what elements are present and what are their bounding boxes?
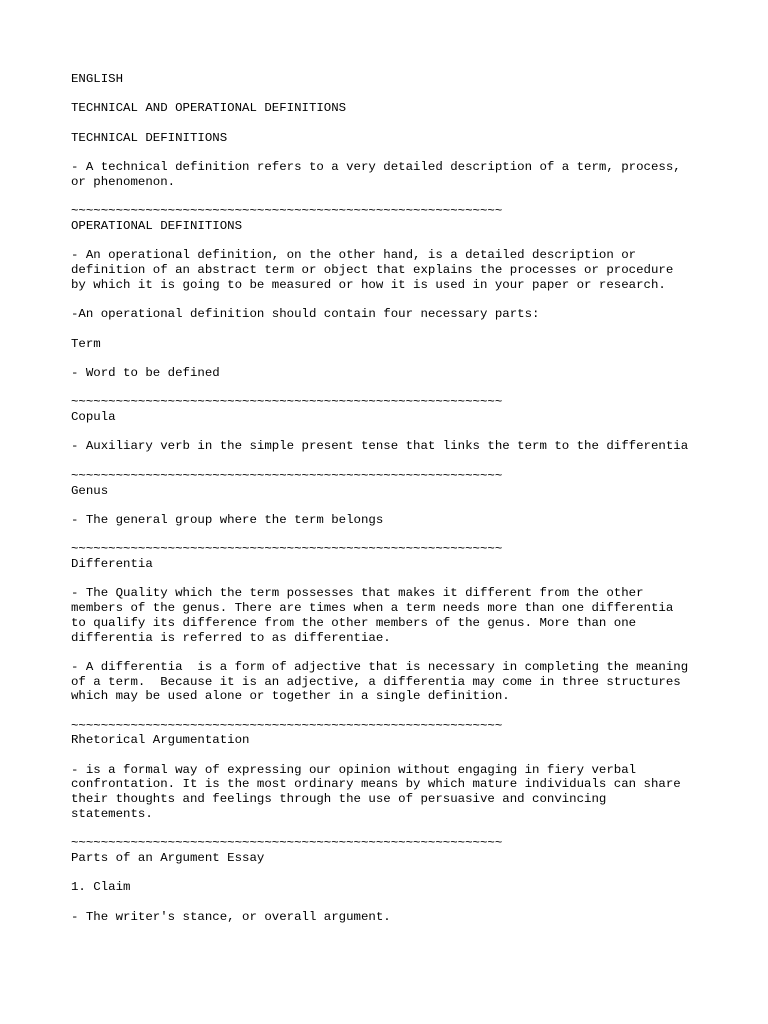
differentia-adjective-text: - A differentia is a form of adjective that is necessary in completing the meaning of a term. Because it is an adjective, a differentia may come in three structures which may be used alone or together in a single definition. — [71, 659, 689, 704]
document-title: TECHNICAL AND OPERATIONAL DEFINITIONS — [71, 101, 347, 116]
technical-text: - A technical definition refers to a very detailed description of a term, process, or phenomenon. — [71, 160, 681, 189]
technical-heading: TECHNICAL DEFINITIONS — [71, 130, 228, 145]
document-body — [71, 72, 731, 924]
copula-text: - Auxiliary verb in the simple present tense that links the term to the differentia — [71, 439, 689, 454]
separator: ~~~~~~~~~~~~~~~~~~~~~~~~~~~~~~~~~~~~~~~~~~~~~~~~~~~~~~~~~~ — [71, 718, 503, 733]
separator: ~~~~~~~~~~~~~~~~~~~~~~~~~~~~~~~~~~~~~~~~~~~~~~~~~~~~~~~~~~ — [71, 468, 503, 483]
rhetorical-text: - is a formal way of expressing our opinion without engaging in fiery verbal confrontation. It is the most ordinary means by which mature individuals can share their thoughts and feelings through the use of persuasive and convincing statements. — [71, 762, 681, 821]
claim-item: 1. Claim — [71, 880, 131, 895]
genus-text: - The general group where the term belongs — [71, 512, 384, 527]
differentia-heading: Differentia — [71, 557, 153, 571]
separator: ~~~~~~~~~~~~~~~~~~~~~~~~~~~~~~~~~~~~~~~~~~~~~~~~~~~~~~~~~~ — [71, 542, 503, 557]
separator: ~~~~~~~~~~~~~~~~~~~~~~~~~~~~~~~~~~~~~~~~~~~~~~~~~~~~~~~~~~ — [71, 395, 503, 410]
operational-heading: OPERATIONAL DEFINITIONS — [71, 218, 243, 233]
genus-heading: Genus — [71, 483, 109, 498]
separator: ~~~~~~~~~~~~~~~~~~~~~~~~~~~~~~~~~~~~~~~~~~~~~~~~~~~~~~~~~~ — [71, 836, 503, 851]
operational-parts-intro: -An operational definition should contain four necessary parts: — [71, 307, 540, 322]
term-heading: Term — [71, 336, 101, 351]
term-text: - Word to be defined — [71, 365, 220, 380]
parts-heading: Parts of an Argument Essay — [71, 850, 265, 865]
copula-heading: Copula — [71, 410, 116, 425]
separator: ~~~~~~~~~~~~~~~~~~~~~~~~~~~~~~~~~~~~~~~~~~~~~~~~~~~~~~~~~~ — [71, 204, 503, 219]
subject-line: ENGLISH — [71, 72, 124, 86]
claim-text: - The writer's stance, or overall argument. — [71, 909, 391, 924]
rhetorical-heading: Rhetorical Argumentation — [71, 733, 250, 748]
differentia-text: - The Quality which the term possesses that makes it different from the other members of the genus. There are times when a term needs more than one differentia to qualify its difference from the other members of the genus. More than one differentia is referred to as differentiae. — [71, 586, 674, 645]
operational-text: - An operational definition, on the other hand, is a detailed description or definition of an abstract term or object that explains the processes or procedure by which it is going to be measured or how it is used in your paper or research. — [71, 248, 674, 292]
